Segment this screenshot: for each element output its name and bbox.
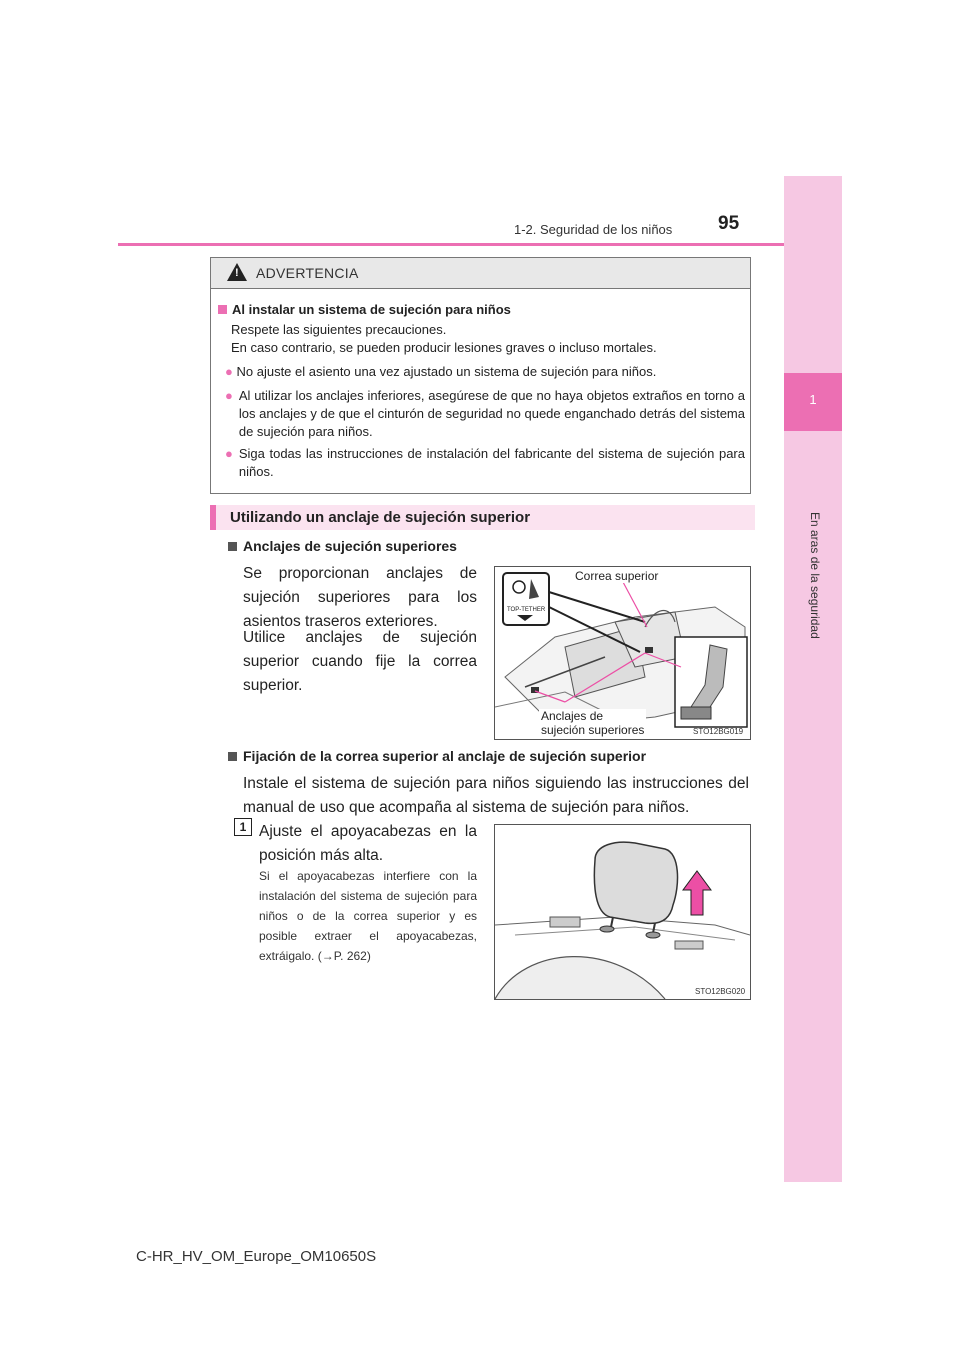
fixing-paragraph: Instale el sistema de sujeción para niños siguiendo las instrucciones del manual de uso que acompaña al sistema de sujeción para niños. (243, 775, 749, 816)
warning-intro: Respete las siguientes precauciones. En caso contrario, se pueden producir lesiones graves o incluso mortales. (231, 322, 657, 355)
chapter-number: 1 (809, 392, 817, 407)
square-bullet-icon (228, 752, 237, 761)
step-number: 1 (234, 818, 252, 836)
chapter-side-tab (784, 176, 842, 1182)
circle-bullet-icon: ● (225, 446, 233, 461)
section-bar (210, 505, 755, 530)
anchors-heading: Anclajes de sujeción superiores (228, 538, 457, 554)
warning-bullet-2: ● Al utilizar los anclajes inferiores, asegúrese de que no haya objetos extraños en torno a los anclajes y de que el cinturón de seguridad no quede enganchado detrás del sistema de sujeción para niños. (225, 388, 745, 439)
square-bullet-icon (228, 542, 237, 551)
warning-bullet-1: ● No ajuste el asiento una vez ajustado un sistema de sujeción para niños. (225, 364, 657, 379)
warning-header (211, 258, 750, 289)
figure-label-top-tether: Correa superior (575, 569, 659, 583)
header-rule (118, 243, 784, 246)
anchors-paragraph-2: Utilice anclajes de sujeción superior cuando fije la correa superior. (243, 629, 477, 694)
warning-subheading: Al instalar un sistema de sujeción para niños (218, 301, 743, 319)
section-title: Utilizando un anclaje de sujeción superior (230, 509, 531, 526)
chapter-title: En aras de la seguridad (808, 512, 822, 639)
footer-document-code: C-HR_HV_OM_Europe_OM10650S (136, 1248, 377, 1265)
anchors-paragraph-1: Se proporcionan anclajes de sujeción superiores para los asientos traseros exteriores. (243, 565, 477, 630)
square-bullet-icon (218, 305, 227, 314)
step-note: Si el apoyacabezas interfiere con la instalación del sistema de sujeción para niños o de la correa superior y es posible extraer el apoyacabezas, extráigalo. (→P. 262) (259, 869, 477, 963)
fixing-heading: Fijación de la correa superior al anclaje de sujeción superior (228, 748, 646, 764)
circle-bullet-icon: ● (225, 364, 233, 379)
page-number: 95 (718, 213, 740, 234)
figure-code: STO12BG020 (695, 987, 746, 996)
step-text: Ajuste el apoyacabezas en la posición más alta. (259, 823, 477, 864)
warning-box (210, 257, 751, 494)
warning-icon: ! (227, 263, 247, 281)
warning-bullet-3: ● Siga todas las instrucciones de instalación del fabricante del sistema de sujeción para niños. (225, 446, 745, 479)
top-tether-icon-text: TOP-TETHER (507, 607, 546, 613)
circle-bullet-icon: ● (225, 388, 233, 403)
anchors-figure (494, 566, 751, 740)
figure-code: STO12BG019 (693, 727, 744, 736)
headrest-illustration (495, 825, 750, 999)
figure-label-anchors: Anclajes de sujeción superiores (541, 709, 645, 737)
section-title-header: 1-2. Seguridad de los niños (514, 222, 673, 237)
warning-title: ADVERTENCIA (256, 265, 359, 281)
headrest-figure (494, 824, 751, 1000)
